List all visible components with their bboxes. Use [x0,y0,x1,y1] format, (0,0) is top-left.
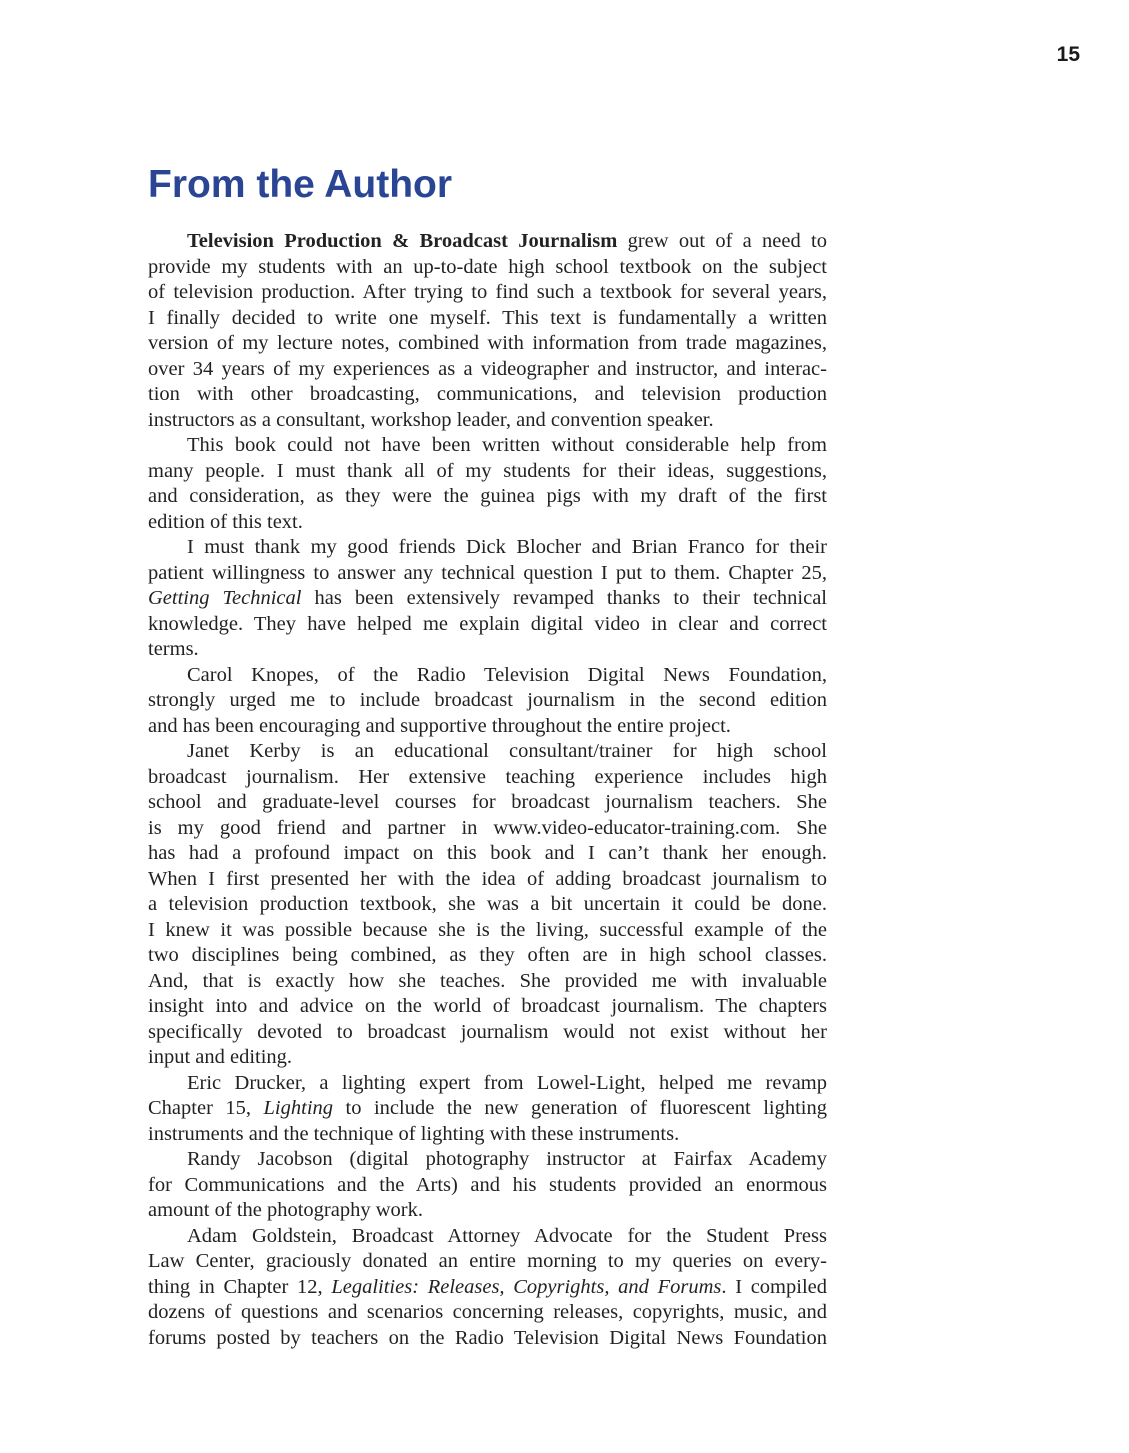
paragraph [148,535,827,663]
text-line [148,765,827,791]
paragraph [148,663,827,740]
text-line [148,357,827,383]
text-segment: two disciplines being combined, as they often are in high school classes. [148,944,827,966]
text-line [148,382,827,408]
text-segment: Carol Knopes, of the Radio Television Digital News Foundation, [187,663,827,686]
text-line [148,535,827,561]
text-segment: thing in Chapter 12, [148,1275,332,1298]
text-line [148,255,827,281]
text-line [148,1096,827,1122]
text-segment: and consideration, as they were the guinea pigs with my draft of the first [148,485,827,507]
text-segment: And, that is exactly how she teaches. She provided me with invaluable [148,969,827,992]
text-line [148,994,827,1020]
text-line [148,739,827,765]
text-line [148,714,827,740]
text-segment: Janet Kerby is an educational consultant/trainer for high school [187,740,827,762]
text-line [148,943,827,969]
text-segment: Randy Jacobson (digital photography instructor at Fairfax Academy [187,1148,827,1170]
text-line [148,816,827,842]
text-line [148,969,827,995]
text-line [148,561,827,587]
page-title: From the Author [148,163,453,206]
italic-title: Lighting [263,1097,334,1119]
text-segment: provide my students with an up-to-date high school textbook on the subject [148,255,827,278]
text-segment: specifically devoted to broadcast journalism would not exist without her [148,1020,827,1043]
text-segment: Chapter 15, [148,1097,264,1119]
text-segment: Eric Drucker, a lighting expert from Lowel-Light, helped me revamp [187,1071,827,1094]
text-segment: dozens of questions and scenarios concerning releases, copyrights, music, and [148,1301,827,1323]
text-line [148,663,827,689]
text-line [148,1249,827,1275]
text-line [148,1020,827,1046]
text-line [148,1198,827,1224]
text-segment: grew out of a need to [617,230,827,252]
text-line [148,612,827,638]
text-line [148,306,827,332]
text-segment: to include the new generation of fluorescent lighting [333,1097,827,1119]
text-line [148,1045,827,1071]
paragraph [148,1224,827,1352]
text-segment: Law Center, graciously donated an entire morning to my queries on every- [148,1250,827,1272]
text-line [148,1326,827,1352]
text-line [148,459,827,485]
text-segment: edition of this text. [148,510,303,533]
text-segment: instructors as a consultant, workshop leader, and convention speaker. [148,408,714,431]
paragraph [148,1071,827,1148]
text-segment: has had a profound impact on this book and I can’t thank her enough. [148,842,827,864]
text-segment: has been extensively revamped thanks to their technical [301,587,827,609]
text-segment: terms. [148,638,199,660]
text-segment: instruments and the technique of lighting with these instruments. [148,1122,680,1145]
text-line [148,918,827,944]
text-segment: over 34 years of my experiences as a videographer and instructor, and interac- [148,357,827,380]
text-line [148,841,827,867]
text-line [148,790,827,816]
text-segment: This book could not have been written without considerable help from [187,434,827,456]
text-segment: When I first presented her with the idea of adding broadcast journalism to [148,867,827,890]
text-segment: for Communications and the Arts) and his students provided an enormous [148,1173,827,1196]
text-line [148,408,827,434]
page-number: 15 [1056,43,1080,66]
text-segment: Adam Goldstein, Broadcast Attorney Advocate for the Student Press [187,1224,827,1247]
text-segment: is my good friend and partner in www.video-educator-training.com. She [148,816,827,839]
text-line [148,1147,827,1173]
text-line [148,484,827,510]
paragraph [148,433,827,535]
text-segment: strongly urged me to include broadcast journalism in the second edition [148,689,827,711]
text-segment: I must thank my good friends Dick Blocher and Brian Franco for their [187,536,827,558]
text-segment: school and graduate-level courses for broadcast journalism teachers. She [148,791,827,813]
text-line [148,586,827,612]
text-line [148,1122,827,1148]
text-segment: input and editing. [148,1046,293,1068]
text-segment: of television production. After trying to find such a textbook for several years, [148,281,827,303]
text-line [148,637,827,663]
text-segment: version of my lecture notes, combined with information from trade magazines, [148,332,827,354]
text-segment: knowledge. They have helped me explain digital video in clear and correct [148,612,827,635]
text-segment: a television production textbook, she was a bit uncertain it could be done. [148,893,827,915]
text-line [148,1173,827,1199]
paragraph [148,739,827,1071]
paragraph [148,229,827,433]
text-line [148,433,827,459]
text-segment: many people. I must thank all of my students for their ideas, suggestions, [148,459,827,482]
text-segment: patient willingness to answer any technical question I put to them. Chapter 25, [148,561,827,584]
text-segment: forums posted by teachers on the Radio Television Digital News Foundation [148,1326,827,1349]
text-line [148,280,827,306]
text-segment: . I compiled [721,1275,827,1298]
text-line [148,1300,827,1326]
text-segment: tion with other broadcasting, communications, and television production [148,383,827,405]
text-segment: I knew it was possible because she is the living, successful example of the [148,918,827,941]
text-line [148,229,827,255]
text-line [148,1071,827,1097]
bold-title: Television Production & Broadcast Journalism [187,230,618,252]
text-line [148,892,827,918]
text-line [148,331,827,357]
text-segment: amount of the photography work. [148,1199,423,1221]
text-segment: and has been encouraging and supportive throughout the entire project. [148,714,731,737]
italic-title: Legalities: Releases, Copyrights, and Forums [331,1275,722,1298]
text-line [148,1275,827,1301]
text-line [148,867,827,893]
text-line [148,510,827,536]
text-line [148,1224,827,1250]
text-segment: I finally decided to write one myself. This text is fundamentally a written [148,306,827,329]
body-text [148,229,827,1351]
text-segment: insight into and advice on the world of broadcast journalism. The chapters [148,995,827,1017]
text-line [148,688,827,714]
italic-title: Getting Technical [148,587,302,609]
paragraph [148,1147,827,1224]
text-segment: broadcast journalism. Her extensive teaching experience includes high [148,765,827,788]
